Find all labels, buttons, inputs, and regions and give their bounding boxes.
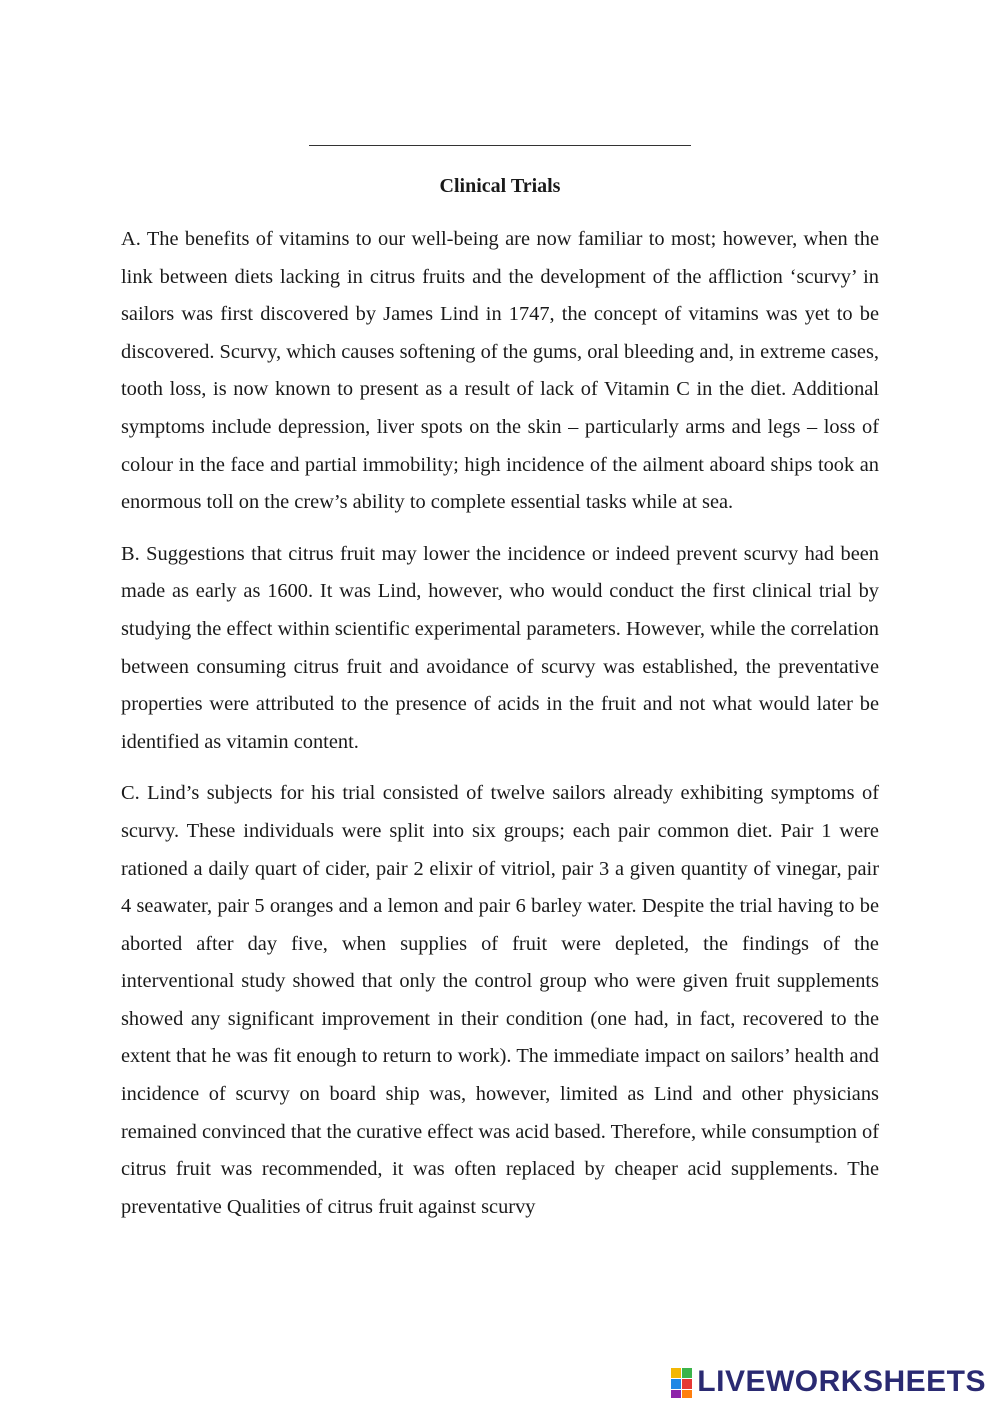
logo-text: LIVEWORKSHEETS — [697, 1365, 986, 1398]
paragraph-a: A. The benefits of vitamins to our well-being are now familiar to most; however, when the link between diets lacking in citrus fruits and the development of the affliction ‘scurvy’ in sailors was first discovered by James Lind in 1747, the concept of vitamins was yet to be discovered. Scurvy, which causes softening of the gums, oral bleeding and, in extreme cases, tooth loss, is now known to present as a result of lack of Vitamin C in the diet. Additional symptoms include depression, liver spots on the skin – particularly arms and legs – loss of colour in the face and partial immobility; high incidence of the ailment aboard ships took an enormous toll on the crew’s ability to complete essential tasks while at sea. — [121, 228, 879, 514]
liveworksheets-logo-icon — [671, 1368, 691, 1396]
document-body — [121, 221, 879, 1240]
liveworksheets-logo[interactable] — [671, 1360, 986, 1404]
paragraph-b: B. Suggestions that citrus fruit may lower the incidence or indeed prevent scurvy had been made as early as 1600. It was Lind, however, who would conduct the first clinical trial by studying the effect within scientific experimental parameters. However, while the correlation between consuming citrus fruit and avoidance of scurvy was established, the preventative properties were attributed to the presence of acids in the fruit and not what would later be identified as vitamin content. — [121, 542, 879, 753]
paragraph-c: C. Lind’s subjects for his trial consisted of twelve sailors already exhibiting symptoms of scurvy. These individuals were split into six groups; each pair common diet. Pair 1 were rationed a daily quart of cider, pair 2 elixir of vitriol, pair 3 a given quantity of vinegar, pair 4 seawater, pair 5 oranges and a lemon and pair 6 barley water. Despite the trial having to be aborted after day five, when supplies of fruit were depleted, the findings of the interventional study showed that only the control group who were given fruit supplements showed any significant improvement in their condition (one had, in fact, recovered to the extent that he was fit enough to return to work). The immediate impact on sailors’ health and incidence of scurvy on board ship was, however, limited as Lind and other physicians remained convinced that the curative effect was acid based. Therefore, while consumption of citrus fruit was recommended, it was often replaced by cheaper acid supplements. The preventative Qualities of citrus fruit against scurvy — [121, 782, 879, 1218]
document-title: Clinical Trials — [439, 175, 561, 197]
top-divider-line — [309, 145, 691, 146]
